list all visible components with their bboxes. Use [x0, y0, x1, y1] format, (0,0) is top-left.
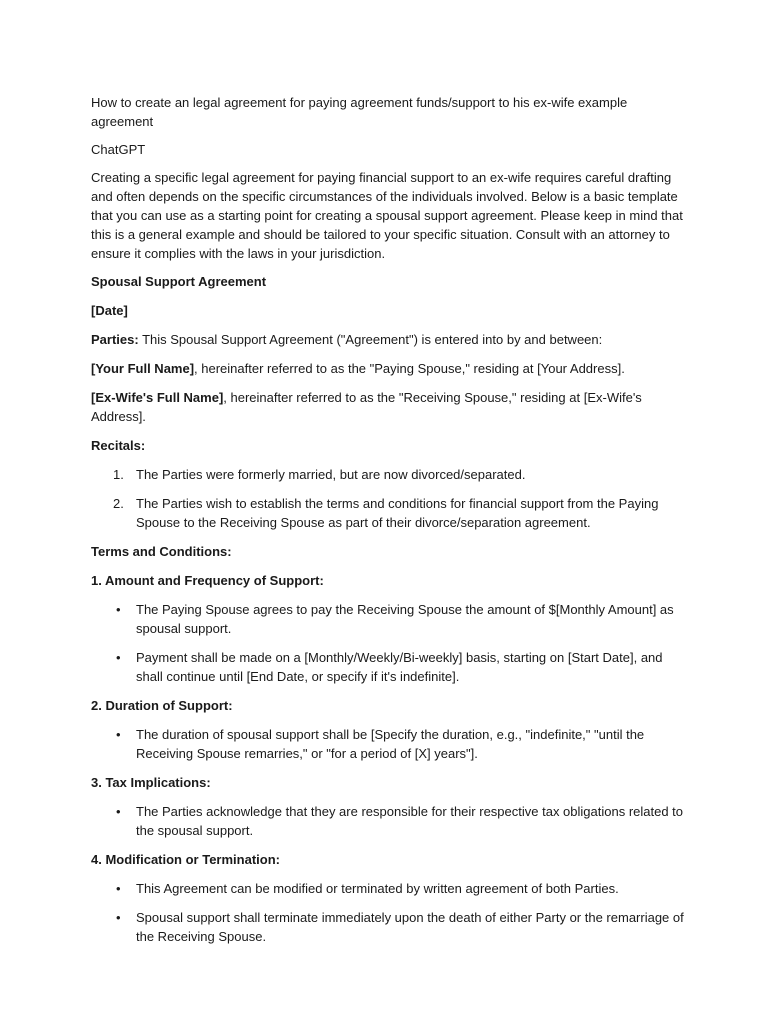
bullet-icon: • [116, 804, 121, 819]
document-body [91, 93, 691, 956]
parties-label: Parties: [91, 332, 139, 347]
section-list-amount [91, 600, 691, 686]
terms-heading: Terms and Conditions: [91, 544, 232, 559]
bullet-icon: • [116, 727, 121, 742]
question-text: How to create an legal agreement for paying agreement funds/support to his ex-wife example agreement [91, 95, 628, 129]
recitals-list [91, 465, 691, 532]
list-item-text: The Parties were formerly married, but are now divorced/separated. [136, 467, 526, 482]
list-item [91, 465, 691, 484]
list-item [91, 600, 691, 638]
section-list-duration [91, 725, 691, 763]
list-item [91, 648, 691, 686]
parties-paragraph [91, 330, 691, 349]
list-item [91, 908, 691, 946]
recitals-heading: Recitals: [91, 438, 146, 453]
bullet-icon: • [116, 650, 121, 665]
receiving-spouse-name: [Ex-Wife's Full Name] [91, 390, 224, 405]
list-number: 2. [113, 496, 124, 511]
receiving-spouse-text: , hereinafter referred to as the "Receiving Spouse," residing at [Ex-Wife's Address]. [91, 390, 642, 424]
list-number: 1. [113, 467, 124, 482]
list-item-text: Payment shall be made on a [Monthly/Weekly/Bi-weekly] basis, starting on [Start Date], and shall continue until [End Date, or specify if it's indefinite]. [136, 650, 663, 684]
list-item-text: The Parties acknowledge that they are responsible for their respective tax obligations related to the spousal support. [136, 804, 684, 838]
bullet-icon: • [116, 602, 121, 617]
parties-text: This Spousal Support Agreement ("Agreement") is entered into by and between: [138, 332, 603, 347]
agreement-title: Spousal Support Agreement [91, 274, 267, 289]
list-item-text: Spousal support shall terminate immediately upon the death of either Party or the remarriage of the Receiving Spouse. [136, 910, 684, 944]
section-heading-tax: 3. Tax Implications: [91, 775, 211, 790]
intro-paragraph: Creating a specific legal agreement for paying financial support to an ex-wife requires careful drafting and often depends on the specific circumstances of the individuals involved. Below is a basic template that you can use as a starting point for creating a spousal support agreement. Please keep in mind that this is a general example and should be tailored to your specific situation. Consult with an attorney to ensure it complies with the laws in your jurisdiction. [91, 170, 683, 261]
agreement-date: [Date] [91, 303, 128, 318]
paying-spouse-name: [Your Full Name] [91, 361, 195, 376]
list-item-text: The Paying Spouse agrees to pay the Receiving Spouse the amount of $[Monthly Amount] as spousal support. [136, 602, 674, 636]
section-heading-duration: 2. Duration of Support: [91, 698, 233, 713]
section-list-modification [91, 879, 691, 946]
section-heading-modification: 4. Modification or Termination: [91, 852, 280, 867]
list-item [91, 725, 691, 763]
section-list-tax [91, 802, 691, 840]
paying-spouse-paragraph [91, 359, 691, 378]
list-item-text: The duration of spousal support shall be [Specify the duration, e.g., "indefinite," "until the Receiving Spouse remarries," or "for a period of [X] years"]. [136, 727, 645, 761]
bullet-icon: • [116, 910, 121, 925]
bullet-icon: • [116, 881, 121, 896]
list-item [91, 802, 691, 840]
source-label: ChatGPT [91, 142, 146, 157]
list-item-text: The Parties wish to establish the terms and conditions for financial support from the Paying Spouse to the Receiving Spouse as part of their divorce/separation agreement. [136, 496, 659, 530]
list-item-text: This Agreement can be modified or terminated by written agreement of both Parties. [136, 881, 619, 896]
section-heading-amount: 1. Amount and Frequency of Support: [91, 573, 324, 588]
paying-spouse-text: , hereinafter referred to as the "Paying Spouse," residing at [Your Address]. [194, 361, 625, 376]
receiving-spouse-paragraph [91, 388, 691, 426]
list-item [91, 494, 691, 532]
list-item [91, 879, 691, 898]
